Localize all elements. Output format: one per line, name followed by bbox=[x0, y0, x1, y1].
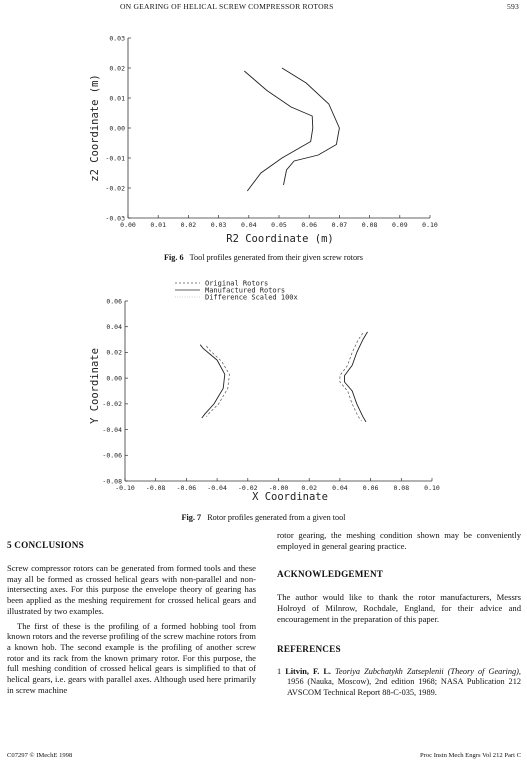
figure-7-chart bbox=[80, 276, 460, 506]
y-axis-label: z2 Coordinate (m) bbox=[89, 74, 101, 182]
references-heading: REFERENCES bbox=[277, 644, 341, 655]
series-line-4 bbox=[345, 332, 368, 422]
figure-6-caption-text: Tool profiles generated from their given screw rotors bbox=[189, 253, 363, 262]
page-number: 593 bbox=[507, 2, 519, 11]
y-axis-label: Y Coordinate bbox=[89, 348, 101, 424]
right-column-body bbox=[277, 530, 521, 698]
x-tick-label: -0.04 bbox=[207, 484, 227, 492]
series-line-2 bbox=[282, 68, 339, 185]
y-tick-label: -0.01 bbox=[105, 154, 125, 163]
series-line-2 bbox=[200, 345, 225, 418]
y-tick-label: 0.01 bbox=[109, 94, 125, 103]
y-tick-label: 0.03 bbox=[109, 34, 125, 43]
y-tick-label: -0.03 bbox=[105, 214, 125, 223]
y-tick-label: 0.00 bbox=[109, 124, 125, 133]
x-axis-label: R2 Coordinate (m) bbox=[226, 233, 334, 245]
x-tick-label: 0.00 bbox=[120, 221, 136, 229]
series-line-1 bbox=[206, 346, 229, 417]
conclusions-paragraph-1: Screw compressor rotors can be generated from formed tools and these may all be formed as crossed helical gears with non-parallel and non-intersecting axes. For this purpose the envelope theory of gearing has been applied as the meshing requirement for crossed helical gears and illustrated by two examples. bbox=[7, 563, 256, 616]
running-title: ON GEARING OF HELICAL SCREW COMPRESSOR ROTORS bbox=[120, 2, 334, 11]
footer-journal: Proc Instn Mech Engrs Vol 212 Part C bbox=[419, 752, 521, 759]
reference-1-details: , 1956 (Nauka, Moscow), 2nd edition 1968; NASA Publication 212 AVSCOM Technical Report 88-C-035, 1989. bbox=[287, 666, 521, 697]
legend-entry-original: Original Rotors bbox=[205, 279, 269, 288]
footer-copyright: C07297 © IMechE 1998 bbox=[7, 752, 73, 759]
reference-1-title: Teoriya Zubchatykh Zatseplenii (Theory of Gearing) bbox=[335, 666, 519, 676]
x-tick-label: 0.10 bbox=[424, 484, 440, 492]
y-tick-label: 0.02 bbox=[106, 348, 122, 357]
conclusions-paragraph-2: The first of these is the profiling of a formed hobbing tool from known rotors and the reverse profiling of the screw machine rotors from a known hob. The second example is the profiling of another screw rotor and its rack from the known primary rotor. For this purpose, the full meshing condition of crossed helical gears is simplified to that of helical gears, i.e. gears with parallel axes. Although used here primarily in screw machine bbox=[7, 620, 256, 695]
x-tick-label: 0.08 bbox=[393, 484, 410, 492]
figure-6-chart bbox=[80, 28, 460, 253]
x-tick-label: 0.05 bbox=[271, 221, 287, 229]
x-tick-label: 0.10 bbox=[422, 221, 438, 229]
figure-7-caption-text: Rotor profiles generated from a given tool bbox=[207, 513, 346, 522]
y-tick-label: -0.02 bbox=[102, 400, 122, 409]
y-tick-label: 0.06 bbox=[106, 297, 122, 306]
x-tick-label: 0.02 bbox=[301, 484, 318, 492]
x-tick-label: 0.04 bbox=[332, 484, 348, 492]
y-tick-label: -0.04 bbox=[102, 425, 122, 434]
y-tick-label: 0.00 bbox=[106, 374, 122, 383]
x-tick-label: -0.10 bbox=[115, 484, 135, 492]
figure-6-caption bbox=[0, 253, 527, 262]
x-tick-label: 0.06 bbox=[362, 484, 379, 492]
x-tick-label: 0.08 bbox=[361, 221, 378, 229]
x-tick-label: 0.02 bbox=[180, 221, 197, 229]
x-tick-label: 0.03 bbox=[210, 221, 227, 229]
x-tick-label: -0.06 bbox=[176, 484, 197, 492]
conclusions-heading: 5 CONCLUSIONS bbox=[7, 540, 84, 550]
y-tick-label: 0.04 bbox=[106, 323, 122, 332]
x-tick-label: 0.01 bbox=[150, 221, 167, 229]
continued-paragraph: rotor gearing, the meshing condition shown may be conveniently employed in general gearing practice. bbox=[277, 530, 521, 551]
x-tick-label: 0.06 bbox=[301, 221, 318, 229]
chart-legend bbox=[175, 280, 298, 302]
x-tick-label: -0.00 bbox=[268, 484, 289, 492]
acknowledgement-heading: ACKNOWLEDGEMENT bbox=[277, 569, 384, 580]
y-tick-label: -0.02 bbox=[105, 184, 125, 193]
legend-entry-difference: Difference Scaled 100x bbox=[205, 293, 298, 302]
x-tick-label: -0.02 bbox=[238, 484, 258, 492]
y-tick-label: -0.08 bbox=[102, 477, 122, 486]
figure-6-label: Fig. 6 bbox=[164, 253, 184, 262]
x-tick-label: 0.07 bbox=[331, 221, 348, 229]
y-tick-label: -0.06 bbox=[102, 451, 122, 460]
acknowledgement-text: The author would like to thank the rotor manufacturers, Messrs Holroyd of Milnrow, Rochdale, England, for their advice and encouragement in the preparation of this paper. bbox=[277, 592, 521, 624]
reference-1-author: Litvin, F. L. bbox=[285, 666, 331, 676]
x-tick-label: 0.09 bbox=[391, 221, 408, 229]
legend-entry-manufactured: Manufactured Rotors bbox=[205, 286, 286, 295]
left-column-body bbox=[7, 563, 256, 695]
x-tick-label: -0.08 bbox=[145, 484, 166, 492]
figure-7-caption bbox=[0, 513, 527, 522]
figure-7-label: Fig. 7 bbox=[181, 513, 202, 522]
reference-1-number: 1 bbox=[277, 666, 282, 676]
reference-1 bbox=[277, 667, 521, 698]
x-axis-label: X Coordinate bbox=[252, 491, 328, 503]
x-tick-label: 0.04 bbox=[240, 221, 257, 229]
y-tick-label: 0.02 bbox=[109, 64, 125, 73]
series-line-1 bbox=[244, 71, 312, 191]
